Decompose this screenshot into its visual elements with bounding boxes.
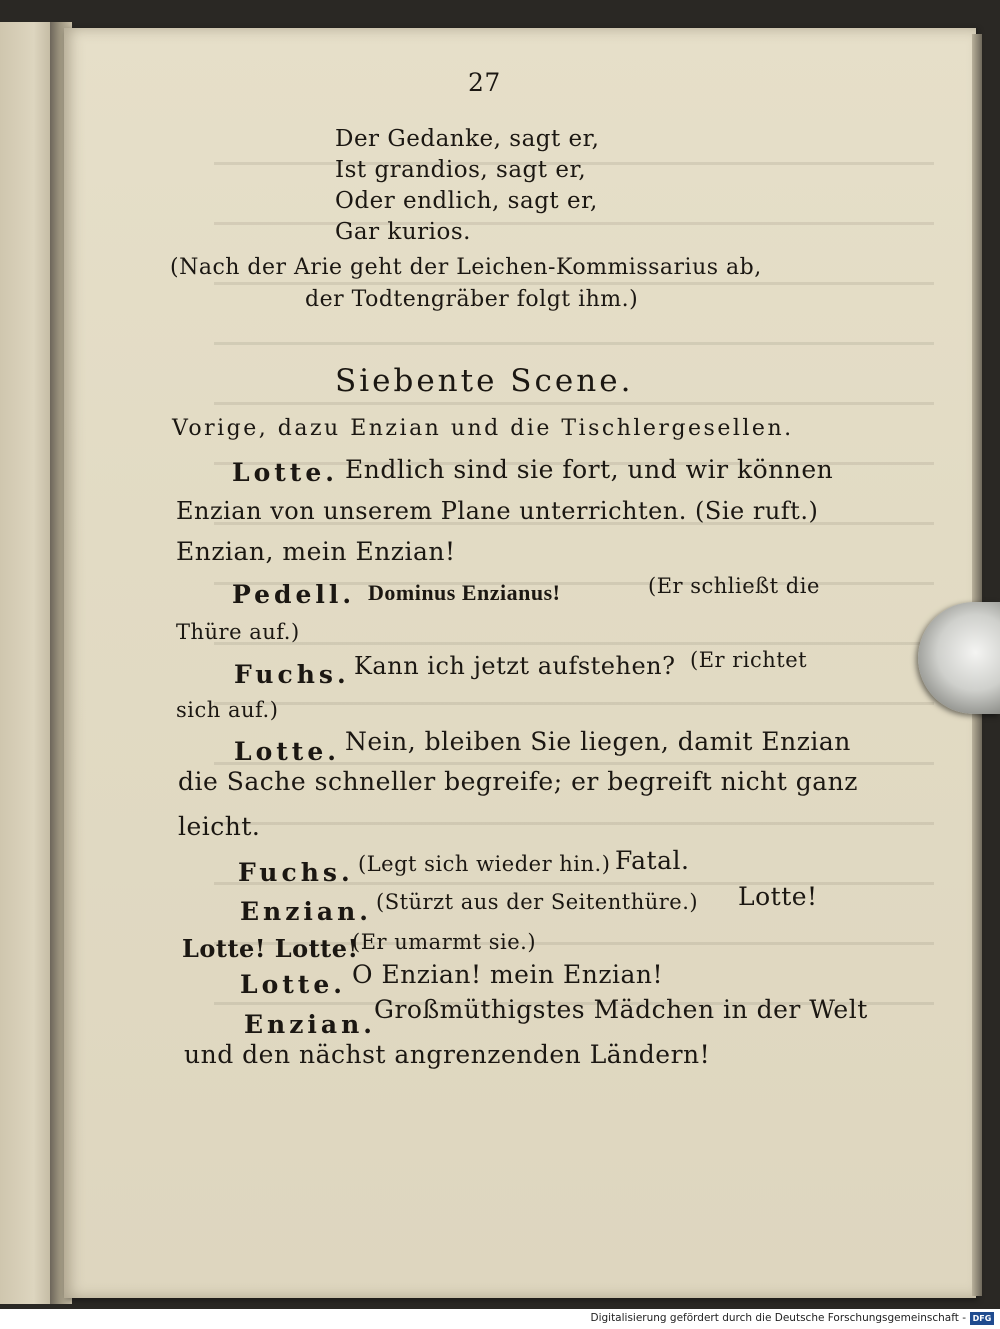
page-number: 27 xyxy=(468,68,501,97)
dialogue-text: und den nächst angrenzenden Ländern! xyxy=(184,1040,711,1069)
dialogue-text: Fatal. xyxy=(615,846,690,875)
speaker-name: Lotte. xyxy=(240,970,346,999)
stage-direction: (Er richtet xyxy=(690,648,808,672)
stage-direction: (Er umarmt sie.) xyxy=(352,930,537,954)
speaker-name: Fuchs. xyxy=(234,660,350,689)
facing-page-edge xyxy=(0,22,56,1304)
funding-note: Digitalisierung gefördert durch die Deutsche Forschungsgemeinschaft - xyxy=(590,1312,966,1324)
dialogue-text: Lotte! xyxy=(738,882,818,911)
aria-line: Der Gedanke, sagt er, xyxy=(335,126,600,152)
speaker-name: Lotte. xyxy=(234,737,340,766)
dialogue-text: die Sache schneller begreife; er begreift nicht ganz xyxy=(178,767,858,796)
stage-direction: sich auf.) xyxy=(176,698,279,722)
dialogue-text: Lotte! Lotte! xyxy=(182,934,359,963)
aria-line: Oder endlich, sagt er, xyxy=(335,188,598,214)
dialogue-text: Endlich sind sie fort, und wir können xyxy=(345,455,834,484)
dialogue-text: Nein, bleiben Sie liegen, damit Enzian xyxy=(345,727,851,756)
stage-direction: (Stürzt aus der Seitenthüre.) xyxy=(376,890,699,914)
latin-text: Dominus Enzianus! xyxy=(368,580,561,605)
stage-direction: Thüre auf.) xyxy=(176,620,300,644)
aria-line: Gar kurios. xyxy=(335,219,471,245)
dialogue-text: Enzian von unserem Plane unterrichten. (Sie ruft.) xyxy=(176,497,819,525)
dialogue-text: Enzian, mein Enzian! xyxy=(176,537,456,566)
speaker-name: Fuchs. xyxy=(238,858,354,887)
scene-heading: Siebente Scene. xyxy=(335,363,634,399)
dialogue-text: O Enzian! mein Enzian! xyxy=(352,960,664,989)
stage-direction: (Nach der Arie geht der Leichen-Kommissarius ab, xyxy=(170,255,762,280)
dialogue-text: Kann ich jetzt aufstehen? xyxy=(354,652,676,680)
dfg-logo: DFG xyxy=(970,1312,994,1325)
speaker-name: Enzian. xyxy=(244,1010,377,1039)
speaker-name: Enzian. xyxy=(240,897,373,926)
aria-line: Ist grandios, sagt er, xyxy=(335,157,587,183)
speaker-name: Lotte. xyxy=(232,458,338,487)
speaker-name: Pedell. xyxy=(232,580,356,609)
stage-direction: (Legt sich wieder hin.) xyxy=(358,852,611,876)
dialogue-text: leicht. xyxy=(178,812,261,841)
stage-direction: (Er schließt die xyxy=(648,574,820,598)
stage-direction: der Todtengräber folgt ihm.) xyxy=(305,287,639,312)
footer-bar xyxy=(0,1309,1000,1329)
dialogue-text: Großmüthigstes Mädchen in der Welt xyxy=(374,995,868,1024)
cast-line: Vorige, dazu Enzian und die Tischlergesellen. xyxy=(172,416,794,441)
